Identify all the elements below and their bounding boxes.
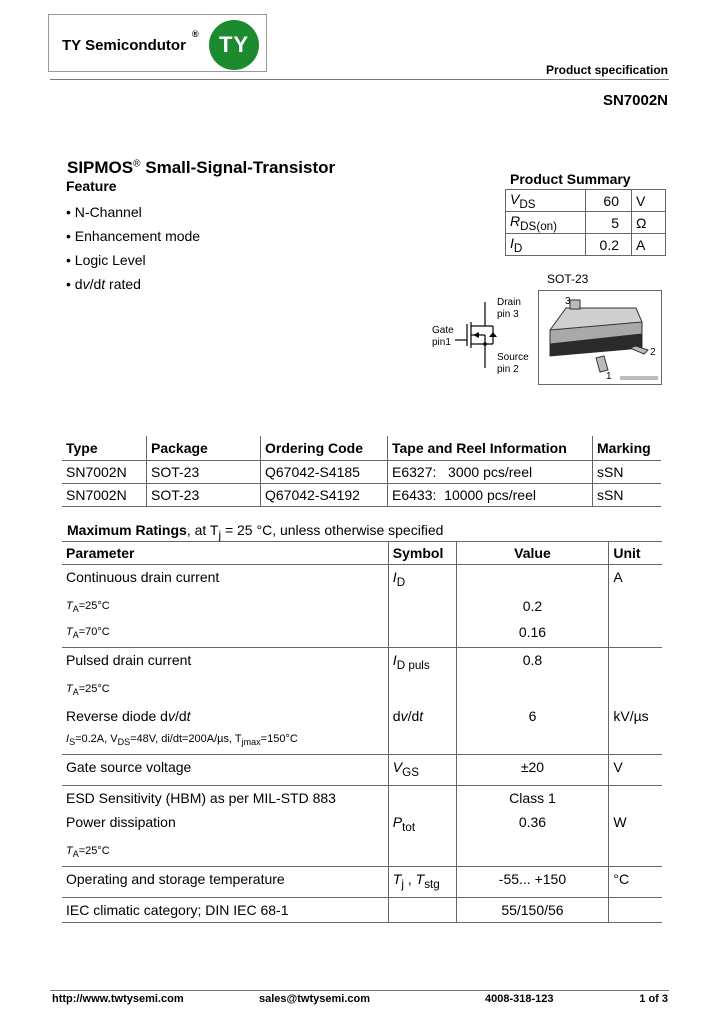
pin-number: 2	[650, 347, 656, 358]
pin-number: 1	[606, 371, 612, 382]
registered-mark: ®	[133, 158, 141, 170]
table-row: $T_A=70^\circ C$ 0.16	[62, 621, 662, 648]
table-row: $I_S=0.2A$, $V_{DS}=48V$, di/dt=200A/µs, $T_{jmax}=150^\circ C$	[62, 728, 662, 755]
page-title: SIPMOS® Small-Signal-Transistor	[67, 158, 336, 177]
table-row: $T_A=25^\circ C$ 0.2	[62, 595, 662, 621]
table-row: $V_{DS}$ 60 V	[506, 190, 666, 212]
source-label: Source pin 2	[497, 352, 529, 375]
table-row: Gate source voltage $V_{GS}$ ±20 V	[62, 755, 662, 786]
list-item: • Logic Level	[66, 252, 146, 268]
part-number: SN7002N	[602, 92, 668, 109]
max-ratings-table	[62, 541, 662, 923]
table-row: $I_D$ 0.2 A	[506, 234, 666, 256]
table-row: Pulsed drain current $I_{D puls}$ 0.8	[62, 648, 662, 678]
header-divider	[50, 79, 669, 80]
list-item: • Enhancement mode	[66, 228, 201, 244]
footer-url[interactable]: http://www.twtysemi.com	[52, 993, 184, 1005]
sot23-package-icon	[538, 290, 662, 385]
table-row: $T_A=25^\circ C$	[62, 840, 662, 867]
table-row: SN7002N SOT-23 Q67042-S4192 E6433: 10000 pcs/reel sSN	[62, 484, 661, 507]
mosfet-symbol-icon	[455, 300, 501, 370]
ordering-table	[62, 436, 661, 507]
watermark-icon	[620, 374, 660, 382]
company-logo: TY	[209, 20, 259, 70]
table-row: $R_{DS(on)}$ 5 Ω	[506, 212, 666, 234]
page-number: 1 of 3	[639, 993, 668, 1005]
product-summary-heading: Product Summary	[510, 171, 631, 187]
footer-phone: 4008-318-123	[485, 993, 554, 1005]
drain-label: Drain pin 3	[497, 297, 521, 320]
table-row: $T_A=25^\circ C$	[62, 678, 662, 704]
gate-label: Gate pin1	[432, 325, 454, 348]
table-row: ESD Sensitivity (HBM) as per MIL-STD 883 Class 1	[62, 786, 662, 811]
table-row: Reverse diode dv/dt dv/dt 6 kV/µs	[62, 704, 662, 728]
product-summary-table	[505, 189, 666, 256]
doc-type: Product specification	[545, 63, 668, 77]
package-label: SOT-23	[547, 272, 589, 286]
company-name: TY Semicondutor	[62, 37, 186, 54]
pin-number: 3	[565, 296, 571, 307]
table-row: Continuous drain current $I_D$ A	[62, 565, 662, 595]
footer-divider	[50, 990, 669, 991]
table-row: SN7002N SOT-23 Q67042-S4185 E6327: 3000 pcs/reel sSN	[62, 461, 661, 484]
list-item: • N-Channel	[66, 204, 142, 220]
list-item: • dv/dt rated	[66, 276, 141, 292]
feature-list	[66, 200, 200, 296]
table-row: Operating and storage temperature $T_j$ , $T_{stg}$ -55... +150 °C	[62, 867, 662, 898]
feature-heading: Feature	[66, 178, 117, 194]
table-row: IEC climatic category; DIN IEC 68-1 55/150/56	[62, 897, 662, 922]
table-header-row: Type Package Ordering Code Tape and Reel Information Marking	[62, 436, 661, 461]
footer-email[interactable]: sales@twtysemi.com	[259, 993, 370, 1005]
max-ratings-heading: Maximum Ratings, at $T_j = 25$ °C, unless otherwise specified	[67, 522, 444, 542]
registered-mark: ®	[192, 29, 199, 39]
table-header-row: Parameter Symbol Value Unit	[62, 542, 662, 565]
table-row: Power dissipation $P_{tot}$ 0.36 W	[62, 810, 662, 840]
